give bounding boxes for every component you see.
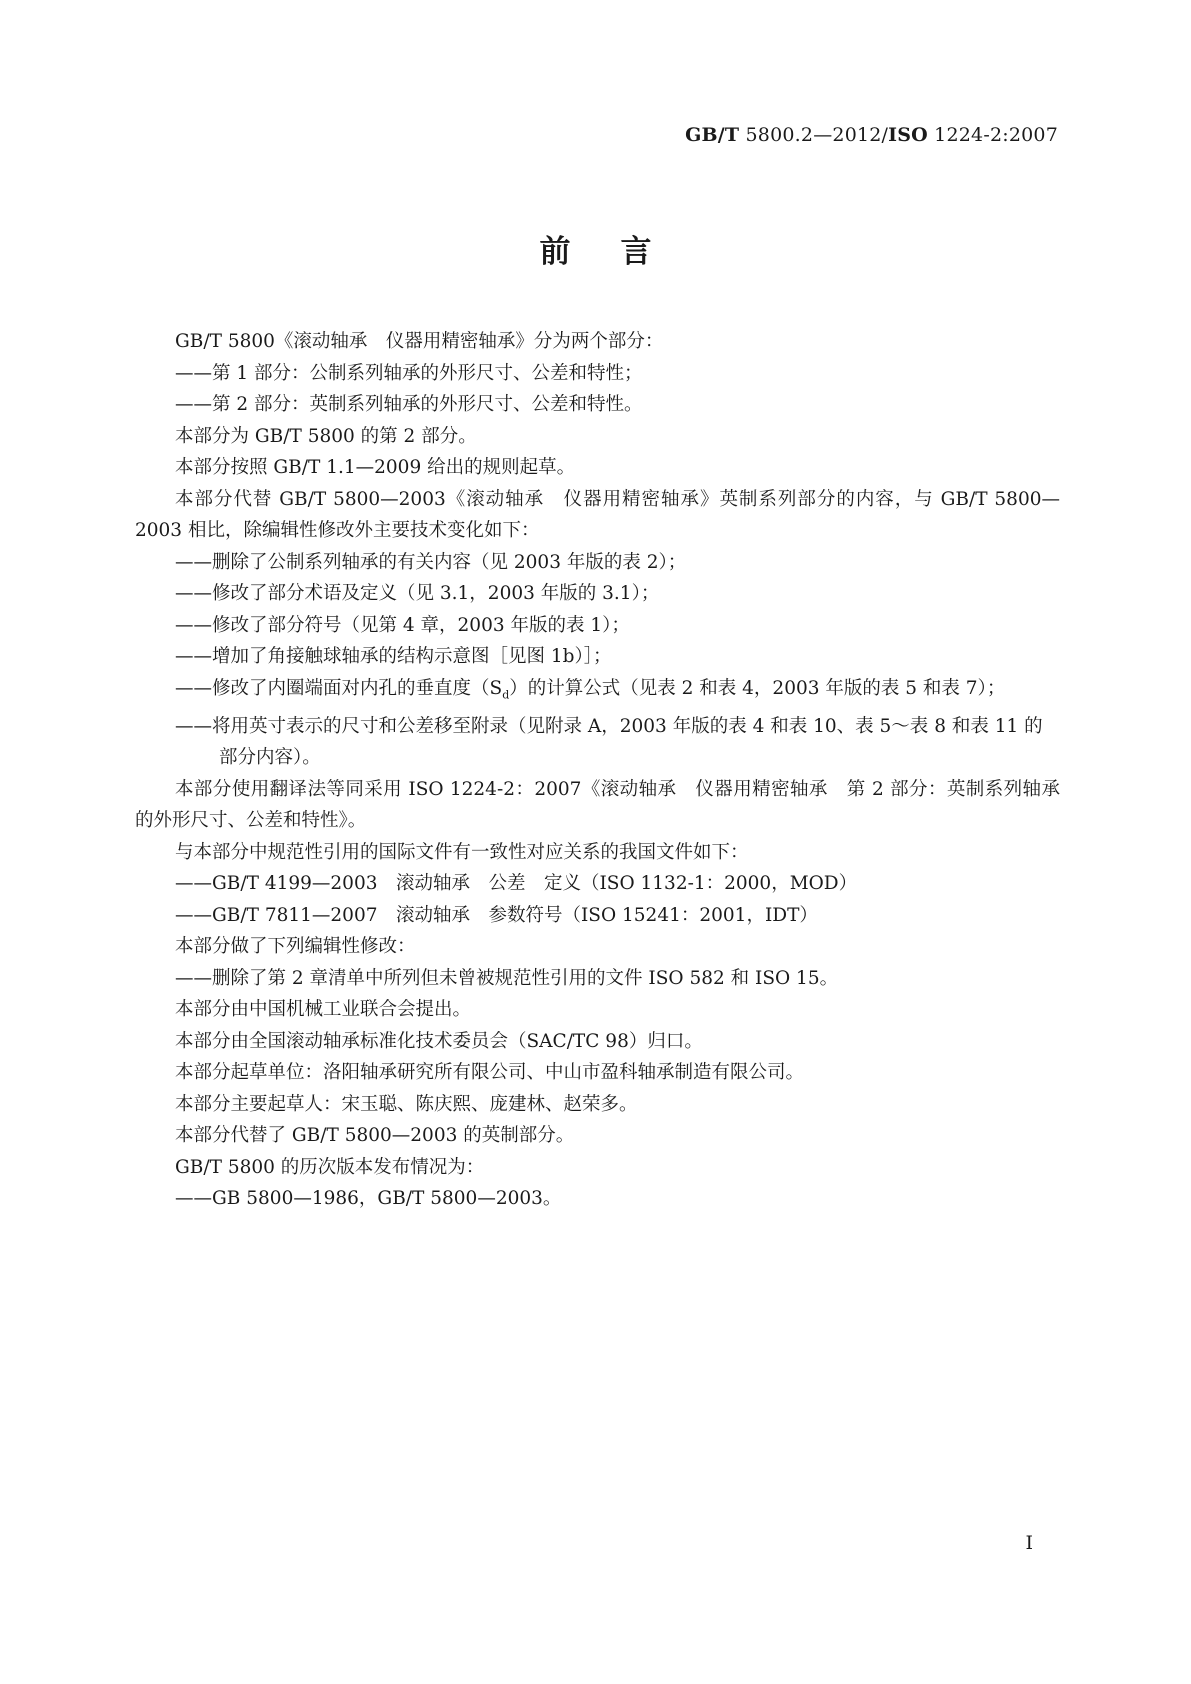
list-item (175, 673, 1060, 711)
list-item: ——GB/T 4199—2003 滚动轴承 公差 定义（ISO 1132-1：2000，MOD） (175, 873, 858, 895)
paragraph: 本部分主要起草人：宋玉聪、陈庆熙、庞建林、赵荣多。 (175, 1093, 638, 1115)
header-iso-number: 1224-2:2007 (927, 124, 1058, 146)
standard-number-header (685, 124, 1058, 146)
paragraph: 本部分做了下列编辑性修改： (175, 936, 416, 958)
paragraph: 与本部分中规范性引用的国际文件有一致性对应关系的我国文件如下： (175, 841, 749, 863)
paragraph: 本部分按照 GB/T 1.1—2009 给出的规则起草。 (175, 457, 576, 478)
subscript: d (502, 688, 510, 702)
paragraph: GB/T 5800 的历次版本发布情况为： (175, 1156, 485, 1178)
paragraph: GB/T 5800《滚动轴承 仪器用精密轴承》分为两个部分： (175, 331, 664, 352)
list-item: ——第 1 部分：公制系列轴承的外形尺寸、公差和特性； (175, 362, 643, 384)
paragraph: 本部分起草单位：洛阳轴承研究所有限公司、中山市盈科轴承制造有限公司。 (175, 1062, 805, 1084)
list-item: ——第 2 部分：英制系列轴承的外形尺寸、公差和特性。 (175, 394, 643, 415)
header-gbt: GB/T (685, 124, 740, 146)
list-item-text: ）的计算公式（见表 2 和表 4，2003 年版的表 5 和表 7）； (509, 677, 1006, 699)
list-item: ——GB 5800—1986，GB/T 5800—2003。 (175, 1188, 562, 1210)
list-item: ——删除了公制系列轴承的有关内容（见 2003 年版的表 2）； (175, 551, 687, 573)
paragraph: 本部分为 GB/T 5800 的第 2 部分。 (175, 425, 477, 447)
list-item-text: ——修改了内圈端面对内孔的垂直度（S (175, 677, 503, 699)
paragraph: 本部分代替了 GB/T 5800—2003 的英制部分。 (175, 1125, 575, 1147)
list-item: ——将用英寸表示的尺寸和公差移至附录（见附录 A，2003 年版的表 4 和表 10、表 5～表 8 和表 11 的部分内容）。 (175, 715, 1043, 769)
list-item: ——修改了部分术语及定义（见 3.1，2003 年版的 3.1）； (175, 583, 660, 604)
page-title: 前言 (539, 234, 702, 270)
paragraph: 本部分由全国滚动轴承标准化技术委员会（SAC/TC 98）归口。 (175, 1030, 703, 1052)
header-number: 5800.2—2012/ (739, 124, 889, 146)
paragraph: 本部分使用翻译法等同采用 ISO 1224-2：2007《滚动轴承 仪器用精密轴承 第 2 部分：英制系列轴承的外形尺寸、公差和特性》。 (135, 778, 1060, 832)
list-item: ——GB/T 7811—2007 滚动轴承 参数符号（ISO 15241：2001，IDT） (175, 904, 818, 926)
list-item: ——修改了部分符号（见第 4 章，2003 年版的表 1）； (175, 614, 630, 636)
foreword-body (135, 326, 1060, 1215)
paragraph: 本部分由中国机械工业联合会提出。 (175, 999, 472, 1021)
header-iso: ISO (888, 124, 928, 146)
list-item: ——增加了角接触球轴承的结构示意图［见图 1b）］； (175, 646, 612, 667)
page-number: I (1025, 1532, 1033, 1554)
list-item: ——删除了第 2 章清单中所列但未曾被规范性引用的文件 ISO 582 和 ISO 15。 (175, 967, 839, 989)
paragraph: 本部分代替 GB/T 5800—2003《滚动轴承 仪器用精密轴承》英制系列部分的内容，与 GB/T 5800—2003 相比，除编辑性修改外主要技术变化如下： (135, 488, 1060, 541)
